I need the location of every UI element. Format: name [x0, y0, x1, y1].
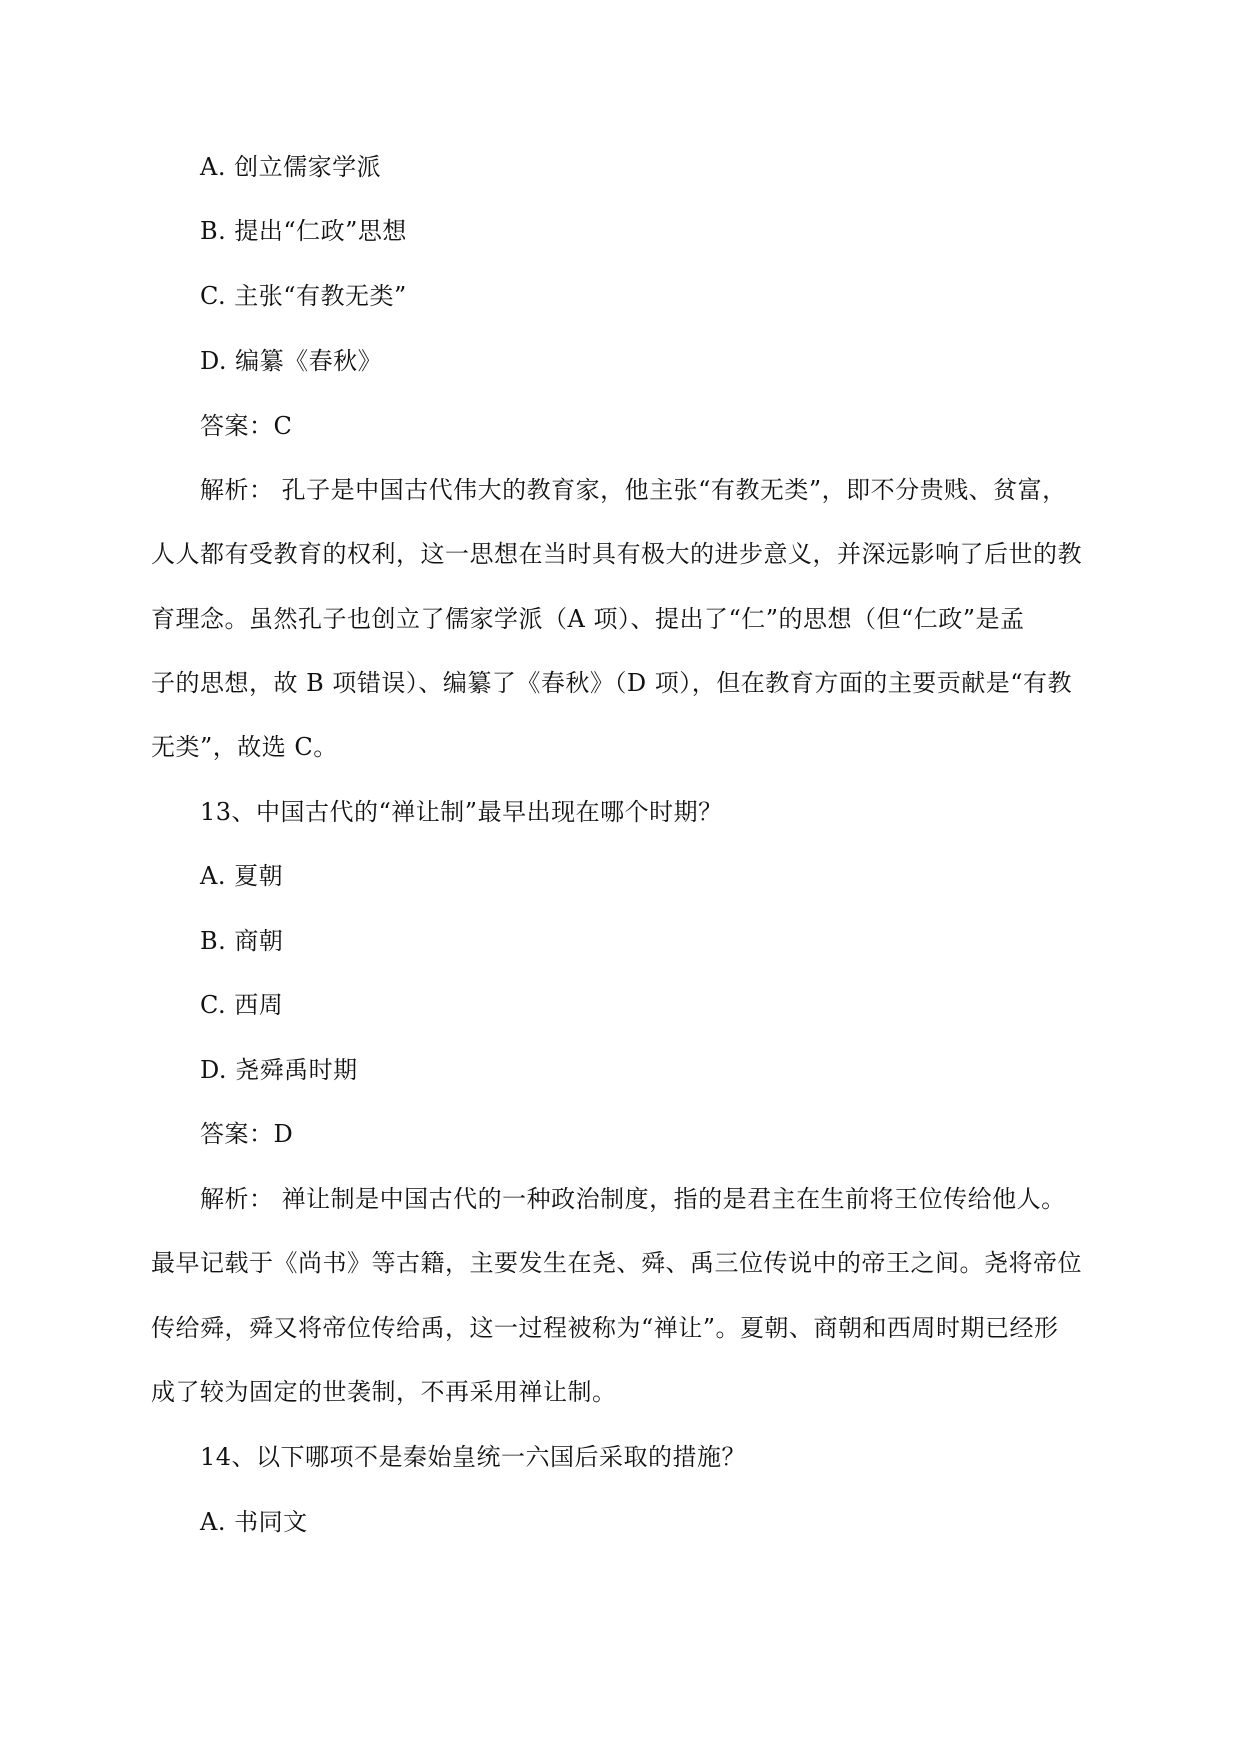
q12-option-b: B. 提出“仁政”思想	[200, 217, 407, 245]
q13-option-d: D. 尧舜禹时期	[200, 1056, 358, 1084]
q12-analysis-line: 人人都有受教育的权利，这一思想在当时具有极大的进步意义，并深远影响了后世的教	[151, 540, 1082, 568]
q12-analysis-line: 育理念。虽然孔子也创立了儒家学派（A 项）、提出了“仁”的思想（但“仁政”是孟	[151, 605, 1025, 633]
q13-analysis-line: 最早记载于《尚书》等古籍，主要发生在尧、舜、禹三位传说中的帝王之间。尧将帝位	[151, 1249, 1082, 1277]
q13-analysis-line: 传给舜，舜又将帝位传给禹，这一过程被称为“禅让”。夏朝、商朝和西周时期已经形	[151, 1314, 1059, 1342]
q13-answer: 答案：D	[200, 1120, 294, 1148]
q12-option-c: C. 主张“有教无类”	[200, 282, 407, 310]
q12-option-a: A. 创立儒家学派	[200, 153, 382, 181]
q13-analysis-line: 成了较为固定的世袭制，不再采用禅让制。	[151, 1378, 617, 1406]
q13-option-b: B. 商朝	[200, 927, 284, 955]
q12-option-d: D. 编纂《春秋》	[200, 347, 383, 375]
q12-analysis-line: 无类”，故选 C。	[151, 733, 338, 761]
q13-option-c: C. 西周	[200, 991, 284, 1019]
q14-question: 14、以下哪项不是秦始皇统一六国后采取的措施？	[200, 1443, 747, 1471]
q12-analysis-line: 解析： 孔子是中国古代伟大的教育家，他主张“有教无类”，即不分贵贱、贫富，	[200, 476, 1067, 504]
q13-option-a: A. 夏朝	[200, 862, 284, 890]
q14-option-a: A. 书同文	[200, 1508, 308, 1536]
q13-analysis-line: 解析： 禅让制是中国古代的一种政治制度，指的是君主在生前将王位传给他人。	[200, 1185, 1066, 1213]
q12-answer: 答案：C	[200, 412, 293, 440]
q13-question: 13、中国古代的“禅让制”最早出现在哪个时期？	[200, 798, 723, 826]
q12-analysis-line: 子的思想，故 B 项错误）、编纂了《春秋》（D 项），但在教育方面的主要贡献是“有教	[151, 669, 1073, 697]
